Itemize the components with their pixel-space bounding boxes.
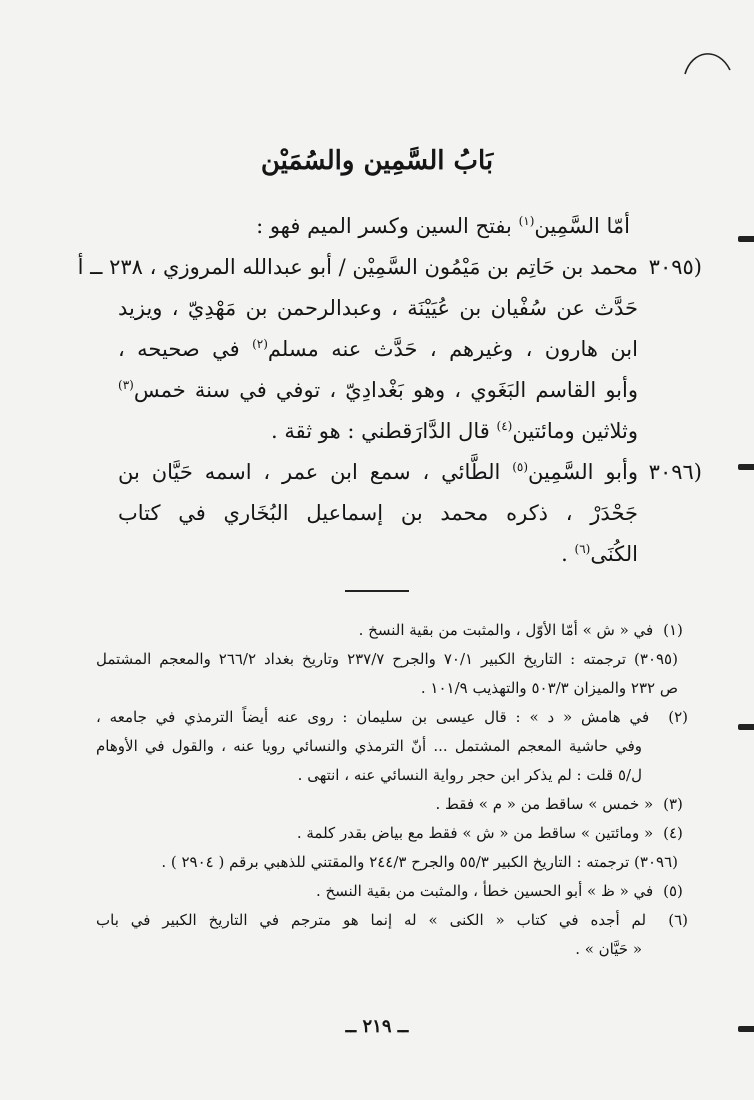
footnote: (٣٠٩٥) ترجمته : التاريخ الكبير ٧٠/١ والجرح ٢٣٧/٧ وتاريخ بغداد ٢٦٦/٢ والمعجم المشتمل	[96, 650, 678, 668]
entry-3096-line: وأبو السَّمِين$^{(٥)}$ الطَّائي ، سمع ابن عمر ، اسمه حَيَّان بن	[118, 460, 638, 484]
footnote-label: (١)	[663, 621, 683, 639]
entry-3096-line: الكُنَى$^{(٦)}$ .	[561, 542, 638, 566]
footnote: (٥) في « ظ » أبو الحسين خطأ ، والمثبت من بقية النسخ .	[96, 877, 688, 906]
footnote: (٣) « خمس » ساقط من « م » فقط .	[96, 790, 688, 819]
footnote: (٢) في هامش « د » : قال عيسى بن سليمان : روى عنه أيضاً الترمذي في جامعه ،	[96, 703, 688, 732]
page-corner-mark	[682, 44, 734, 84]
footnote-label: (٦)	[668, 911, 688, 929]
entry-number: (٣٠٩٥	[648, 255, 702, 279]
entry-number: (٣٠٩٦	[648, 460, 702, 484]
entry-3095-line: وأبو القاسم البَغَوي ، وهو بَغْدادِيّ ، توفي في سنة خمس$^{(٣)}$	[118, 378, 638, 402]
chapter-title: بَابُ السَّمِين والسُمَيْن	[260, 146, 494, 176]
footnote-continuation: « حَيَّان » .	[575, 940, 642, 958]
footnote: (٦) لم أجده في كتاب « الكنى » له إنما هو مترجم في التاريخ الكبير في باب	[96, 906, 688, 935]
entry-3095-line: محمد بن حَاتِم بن مَيْمُون السَّمِيْن / أبو عبدالله المروزي ، ٢٣٨ ــ أ	[77, 255, 638, 279]
edge-mark	[738, 464, 754, 470]
footnotes	[96, 616, 688, 964]
footnote-label: (٣٠٩٥)	[634, 650, 678, 668]
footnote-separator	[0, 590, 754, 592]
edge-mark	[738, 724, 754, 730]
footnote-label: (٤)	[663, 824, 683, 842]
entry-3095-line: ابن هارون ، وغيرهم ، حَدَّث عنه مسلم$^{(٢)}$ في صحيحه ،	[118, 337, 638, 361]
footnote-continuation: ص ٢٣٢ والميزان ٥٠٣/٣ والتهذيب ١٠١/٩ .	[420, 679, 678, 697]
footnote: (١) في « ش » أمّا الأوّل ، والمثبت من بقية النسخ .	[96, 616, 688, 645]
footnote: (٤) « ومائتين » ساقط من « ش » فقط مع بياض بقدر كلمة .	[96, 819, 688, 848]
entry-3095-line: وثلاثين ومائتين$^{(٤)}$ قال الدَّارَقطني : هو ثقة .	[271, 419, 638, 443]
entry-3095-line: حَدَّث عن سُفْيان بن عُيَيْنَة ، وعبدالرحمن بن مَهْدِيّ ، ويزيد	[118, 296, 638, 320]
footnote-continuation: ل/٥ قلت : لم يذكر ابن حجر رواية النسائي عنه ، انتهى .	[297, 766, 642, 784]
footnote-label: (٣)	[663, 795, 683, 813]
intro-line: أمّا السَّمِين$^{(١)}$ بفتح السين وكسر الميم فهو :	[256, 214, 630, 238]
main-text	[77, 206, 638, 575]
entry-3096-line: جَحْدَرْ ، ذكره محمد بن إسماعيل البُخَاري في كتاب	[118, 501, 638, 525]
footnote-label: (٥)	[663, 882, 683, 900]
footnote-continuation: وفي حاشية المعجم المشتمل ... أنّ الترمذي والنسائي رويا عنه ، والقول في الأوهام	[96, 737, 642, 755]
footnote-label: (٣٠٩٦)	[634, 853, 678, 871]
page-number: ــ ٢١٩ ــ	[345, 1016, 409, 1037]
footnote: (٣٠٩٦) ترجمته : التاريخ الكبير ٥٥/٣ والجرح ٢٤٤/٣ والمقتني للذهبي برقم ( ٢٩٠٤ ) .	[161, 853, 678, 871]
footnote-label: (٢)	[668, 708, 688, 726]
edge-mark	[738, 236, 754, 242]
